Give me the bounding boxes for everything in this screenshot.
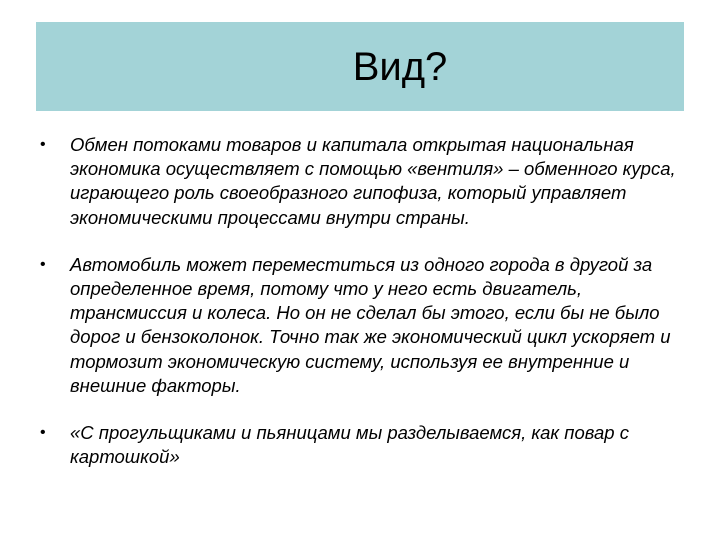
bullet-item (40, 421, 690, 469)
bullet-text: «С прогульщиками и пьяницами мы разделываемся, как повар с картошкой» (70, 422, 629, 468)
bullet-item (40, 253, 690, 398)
bullet-list (40, 133, 690, 469)
bullet-text: Обмен потоками товаров и капитала открытая национальная экономика осуществляет с помощью «вентиля» – обменного курса, играющего роль своеобразного гипофиза, который управляет экономическими процессами внутри страны. (70, 134, 676, 228)
bullet-marker: • (40, 255, 46, 273)
bullet-marker: • (40, 424, 46, 442)
bullet-text: Автомобиль может переместиться из одного города в другой за определенное время, потому что у него есть двигатель, трансмиссия и колеса. Но он не сделал бы этого, если бы не было дорог и бензоколонок. Точно так же экономический цикл ускоряет и тормозит экономическую систему, используя ее внутренние и внешние факторы. (70, 253, 671, 396)
slide-title: Вид? (352, 45, 448, 89)
bullet-marker: • (40, 136, 46, 153)
bullet-item (40, 133, 690, 230)
